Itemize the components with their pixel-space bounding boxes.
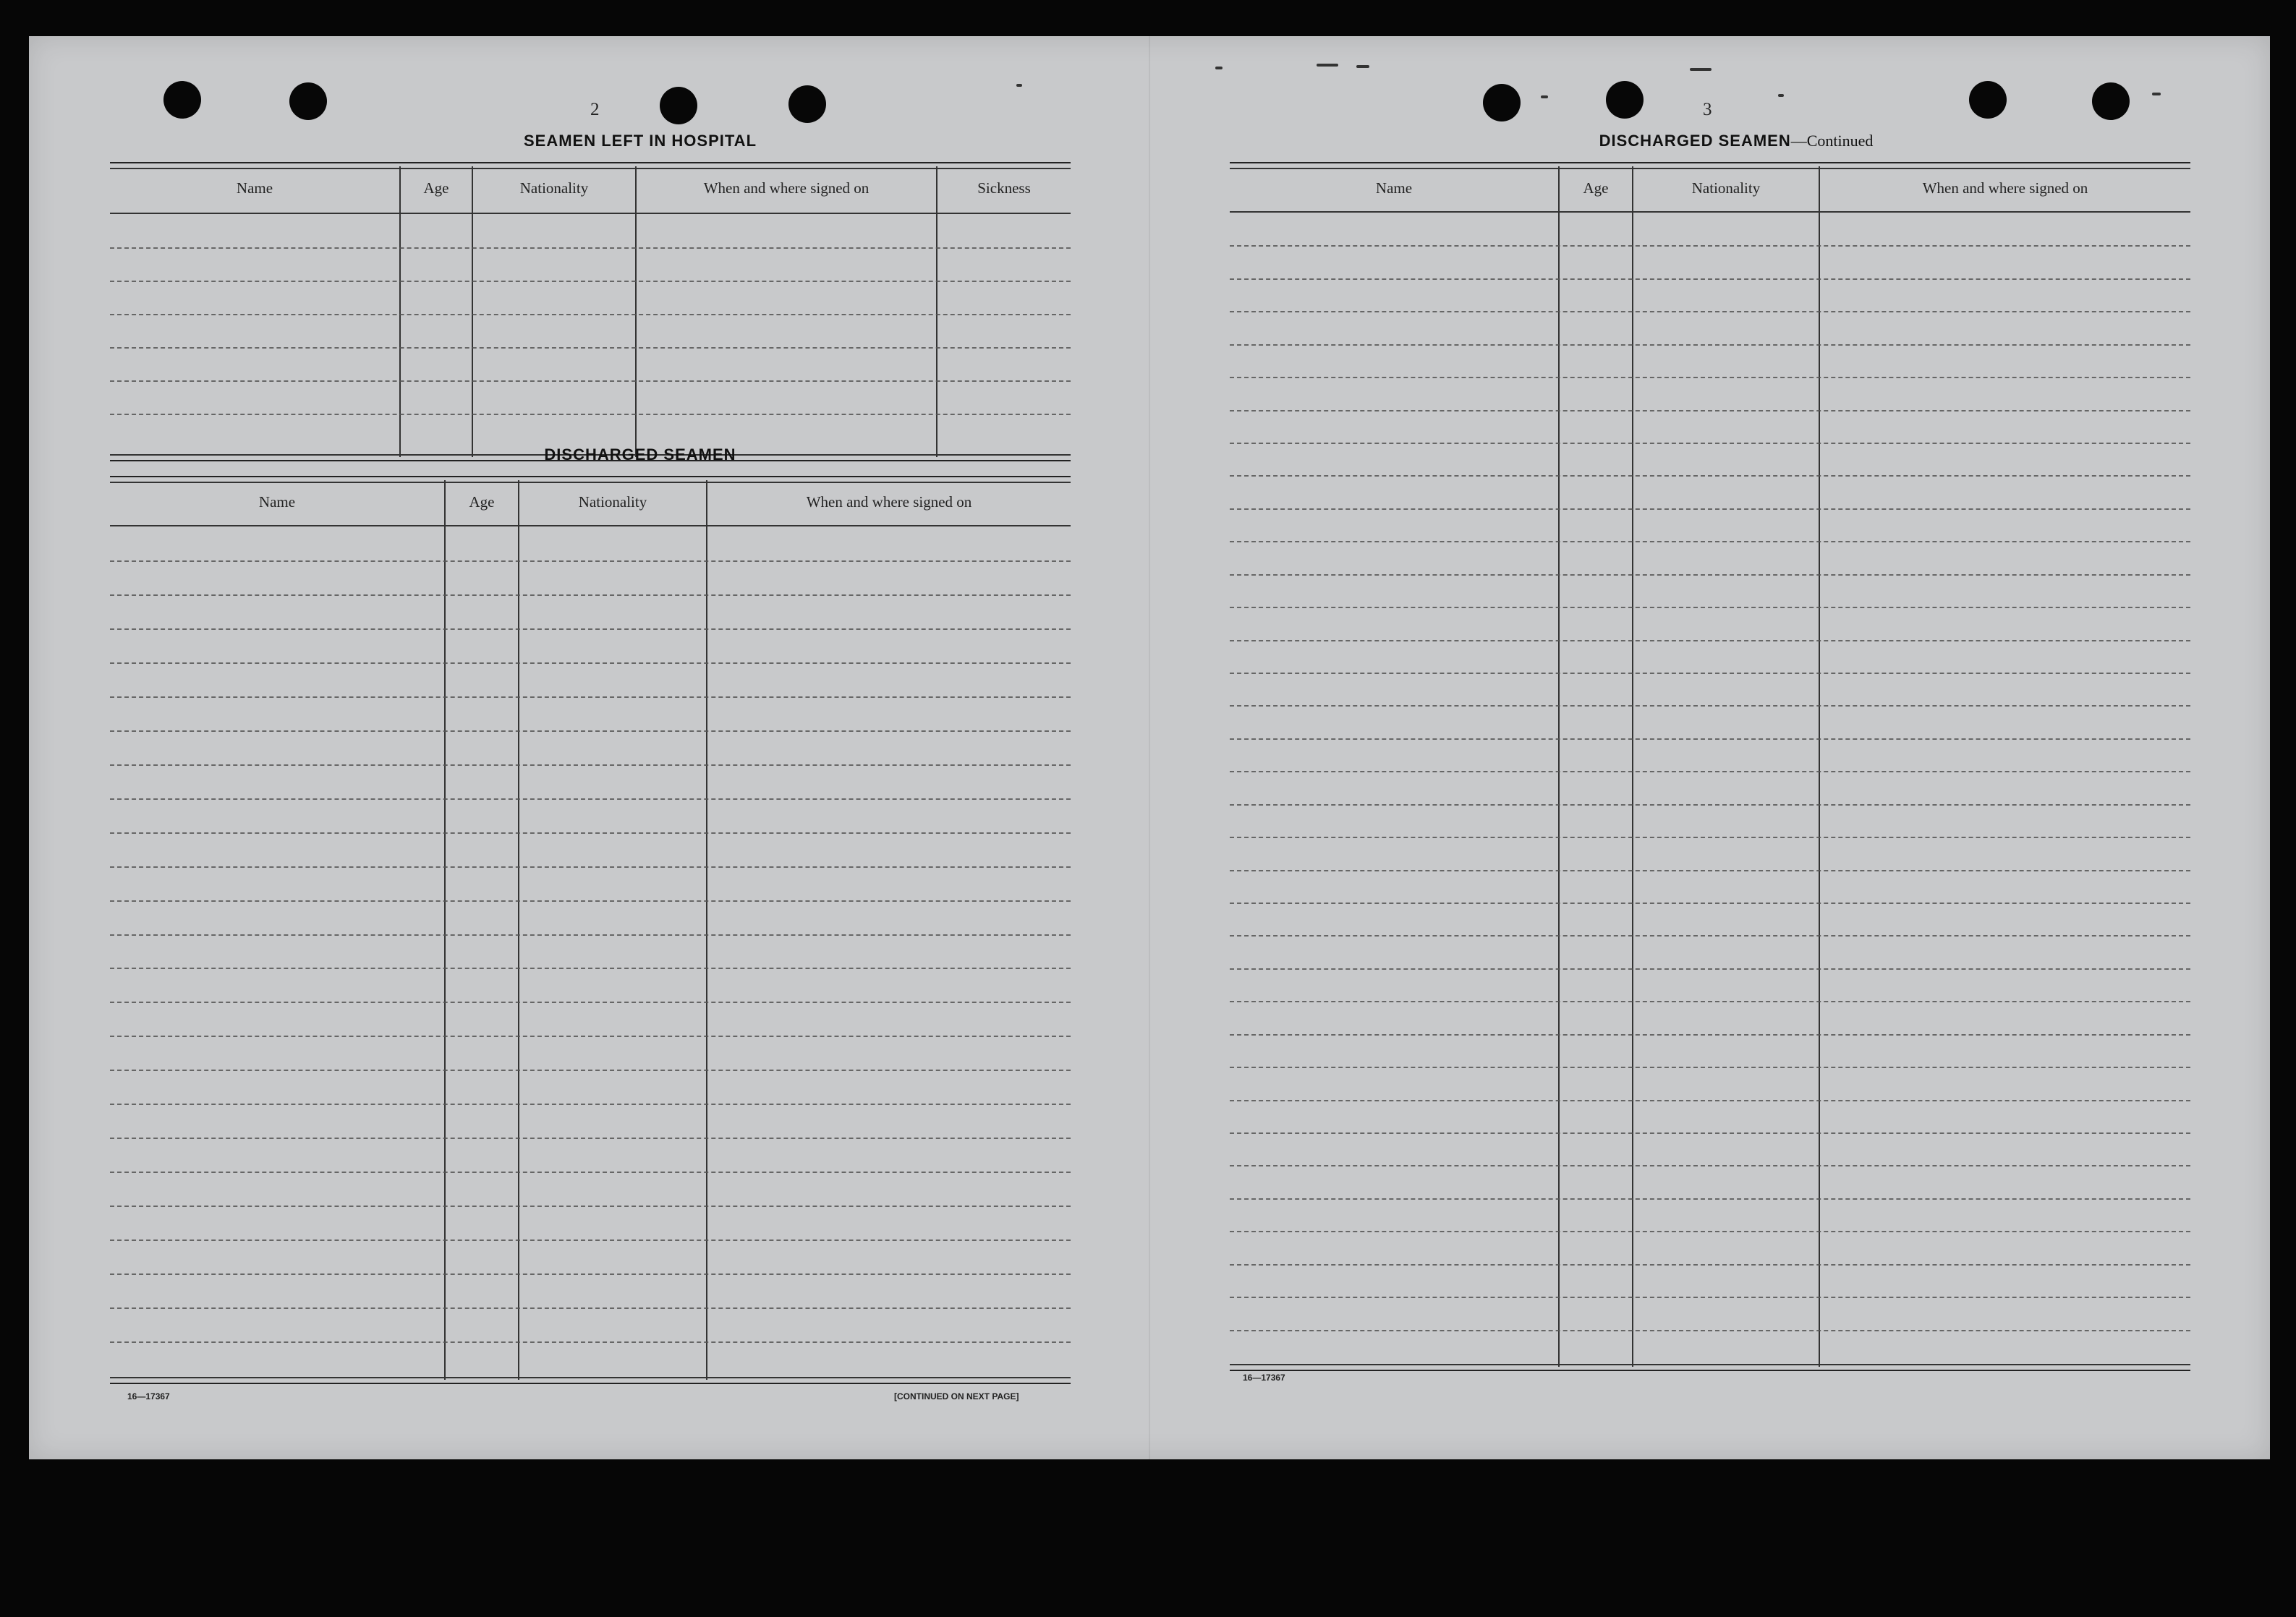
table-row-line: [110, 968, 1071, 969]
table-row-line: [1230, 837, 2190, 838]
scan-speck: [1541, 95, 1548, 98]
punch-hole: [1483, 84, 1521, 121]
table-row-line: [1230, 410, 2190, 411]
table-row-line: [110, 1240, 1071, 1241]
discharged-table-left: [110, 476, 1071, 1383]
form-number-right: 16—17367: [1243, 1373, 1285, 1383]
table-row-line: [1230, 738, 2190, 740]
table-row-line: [110, 414, 1071, 415]
discharged-continued-title-main: DISCHARGED SEAMEN: [1599, 132, 1791, 150]
column-header-age: Age: [1583, 179, 1609, 197]
column-header-age: Age: [469, 493, 495, 511]
page-number-right: 3: [1703, 100, 1712, 119]
column-header-sickness: Sickness: [977, 179, 1031, 197]
column-divider: [706, 480, 707, 1380]
table-row-line: [1230, 1165, 2190, 1166]
page-fold: [1149, 36, 1150, 1459]
table-row-line: [1230, 1231, 2190, 1232]
punch-hole: [163, 81, 201, 119]
table-row-line: [1230, 804, 2190, 806]
table-row-line: [1230, 541, 2190, 542]
table-row-line: [1230, 935, 2190, 937]
continued-on-next-page-note: [CONTINUED ON NEXT PAGE]: [894, 1391, 1019, 1401]
column-header-signed-on: When and where signed on: [806, 493, 972, 511]
scan-speck: [1215, 67, 1223, 69]
table-row-line: [110, 1273, 1071, 1275]
table-row-line: [110, 934, 1071, 936]
table-row-line: [110, 1036, 1071, 1037]
table-row-line: [1230, 771, 2190, 772]
header-rule: [110, 213, 1071, 214]
column-header-signed-on: When and where signed on: [703, 179, 869, 197]
column-divider: [1558, 166, 1560, 1367]
table-row-line: [110, 662, 1071, 664]
punch-hole: [1969, 81, 2007, 119]
table-row-line: [110, 832, 1071, 834]
table-row-line: [1230, 1330, 2190, 1331]
table-row-line: [1230, 1132, 2190, 1134]
table-row-line: [1230, 607, 2190, 608]
hospital-section-title: SEAMEN LEFT IN HOSPITAL: [523, 132, 757, 150]
table-top-rule: [1230, 162, 2190, 169]
table-row-line: [1230, 1034, 2190, 1036]
continued-suffix: —Continued: [1790, 132, 1874, 150]
punch-hole: [788, 85, 826, 123]
punch-hole: [1606, 81, 1644, 119]
table-row-line: [110, 560, 1071, 562]
table-row-line: [1230, 1001, 2190, 1002]
table-row-line: [1230, 1100, 2190, 1101]
table-row-line: [110, 314, 1071, 315]
header-rule: [1230, 211, 2190, 213]
scan-speck: [1317, 64, 1338, 67]
table-row-line: [110, 900, 1071, 902]
header-rule: [110, 525, 1071, 526]
discharged-section-title: DISCHARGED SEAMEN: [544, 445, 736, 464]
table-row-line: [1230, 968, 2190, 970]
column-header-nationality: Nationality: [519, 179, 589, 197]
table-row-line: [110, 1070, 1071, 1071]
column-divider: [518, 480, 519, 1380]
table-row-line: [110, 798, 1071, 800]
table-row-line: [1230, 640, 2190, 641]
table-row-line: [110, 347, 1071, 349]
table-row-line: [110, 764, 1071, 766]
column-divider: [444, 480, 446, 1380]
table-row-line: [1230, 245, 2190, 247]
table-row-line: [1230, 311, 2190, 312]
punch-hole: [660, 87, 697, 124]
column-header-name: Name: [1375, 179, 1413, 197]
table-row-line: [110, 628, 1071, 630]
table-row-line: [1230, 1067, 2190, 1068]
scanned-document-sheet: [29, 36, 2270, 1459]
scan-speck: [1778, 94, 1784, 97]
form-number-left: 16—17367: [127, 1391, 170, 1401]
table-row-line: [110, 1206, 1071, 1207]
punch-hole: [2092, 82, 2130, 120]
column-header-nationality: Nationality: [1691, 179, 1761, 197]
table-row-line: [110, 866, 1071, 868]
page-number-left: 2: [590, 100, 600, 119]
table-row-line: [1230, 377, 2190, 378]
table-row-line: [1230, 475, 2190, 477]
table-top-rule: [110, 162, 1071, 169]
table-row-line: [1230, 870, 2190, 871]
column-header-name: Name: [236, 179, 273, 197]
table-row-line: [110, 1307, 1071, 1309]
table-row-line: [110, 380, 1071, 382]
scan-speck: [1016, 84, 1022, 87]
table-row-line: [1230, 278, 2190, 280]
table-row-line: [1230, 1297, 2190, 1298]
table-row-line: [1230, 344, 2190, 346]
table-row-line: [110, 281, 1071, 282]
table-row-line: [110, 1002, 1071, 1003]
punch-hole: [289, 82, 327, 120]
table-row-line: [1230, 705, 2190, 707]
table-row-line: [1230, 508, 2190, 510]
column-header-signed-on: When and where signed on: [1922, 179, 2088, 197]
discharged-table-right: [1230, 162, 2190, 1370]
table-row-line: [110, 1172, 1071, 1173]
table-row-line: [1230, 1198, 2190, 1200]
column-divider: [1819, 166, 1820, 1367]
table-row-line: [110, 1104, 1071, 1105]
table-row-line: [110, 1138, 1071, 1139]
scan-speck: [2152, 93, 2161, 95]
column-header-age: Age: [423, 179, 449, 197]
hospital-table: [110, 162, 1071, 460]
column-divider: [1632, 166, 1633, 1367]
table-row-line: [110, 696, 1071, 698]
table-row-line: [110, 594, 1071, 596]
column-header-nationality: Nationality: [578, 493, 647, 511]
scan-speck: [1690, 68, 1712, 71]
table-row-line: [110, 1341, 1071, 1343]
table-row-line: [1230, 574, 2190, 576]
table-row-line: [1230, 1264, 2190, 1266]
column-header-name: Name: [258, 493, 296, 511]
discharged-continued-title: [1230, 132, 2242, 150]
table-row-line: [110, 730, 1071, 732]
table-bottom-rule: [1230, 1364, 2190, 1371]
table-row-line: [110, 247, 1071, 249]
table-row-line: [1230, 673, 2190, 674]
table-row-line: [1230, 443, 2190, 444]
table-bottom-rule: [110, 1377, 1071, 1384]
table-row-line: [1230, 903, 2190, 904]
table-top-rule: [110, 476, 1071, 483]
scan-speck: [1356, 65, 1369, 68]
